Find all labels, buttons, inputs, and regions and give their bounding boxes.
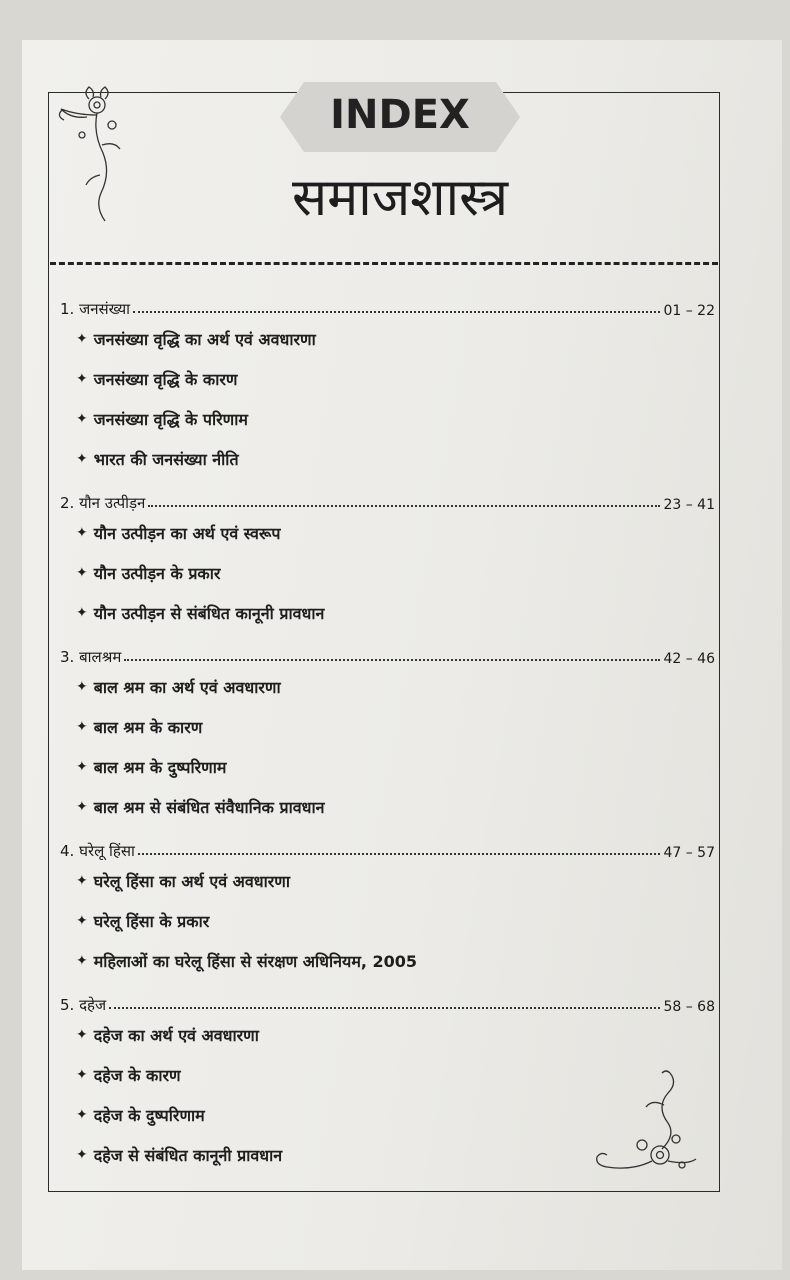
star-bullet-icon: ✦	[76, 759, 88, 775]
topic-item	[60, 1055, 715, 1095]
chapter-title: 1. जनसंख्या	[60, 300, 131, 318]
topic-label: दहेज के दुष्परिणाम	[93, 1106, 205, 1125]
chapter-page-range: 47 – 57	[663, 845, 715, 861]
chapter-page-range: 01 – 22	[663, 303, 715, 319]
dot-leader	[109, 1007, 660, 1009]
topic-item	[60, 593, 715, 633]
star-bullet-icon: ✦	[76, 1147, 88, 1163]
topic-label: बाल श्रम का अर्थ एवं अवधारणा	[93, 678, 281, 697]
topic-item	[60, 941, 715, 981]
star-bullet-icon: ✦	[76, 565, 88, 581]
topic-item	[60, 787, 715, 827]
topic-label: दहेज के कारण	[93, 1066, 181, 1085]
dot-leader	[124, 659, 660, 661]
topic-label: जनसंख्या वृद्धि के परिणाम	[93, 410, 248, 429]
chapter-title: 3. बालश्रम	[60, 648, 122, 666]
star-bullet-icon: ✦	[76, 799, 88, 815]
topic-item	[60, 513, 715, 553]
topic-label: भारत की जनसंख्या नीति	[93, 450, 239, 469]
topic-label: बाल श्रम से संबंधित संवैधानिक प्रावधान	[93, 798, 325, 817]
chapter-title: 2. यौन उत्पीड़न	[60, 494, 146, 512]
dot-leader	[148, 505, 660, 507]
dot-leader	[133, 311, 660, 313]
chapter-row	[60, 479, 715, 513]
topic-item	[60, 359, 715, 399]
topic-item	[60, 319, 715, 359]
star-bullet-icon: ✦	[76, 953, 88, 969]
star-bullet-icon: ✦	[76, 371, 88, 387]
index-heading: INDEX	[330, 92, 470, 138]
topic-label: बाल श्रम के कारण	[93, 718, 203, 737]
chapter-row	[60, 633, 715, 667]
star-bullet-icon: ✦	[76, 873, 88, 889]
topic-label: घरेलू हिंसा के प्रकार	[93, 912, 210, 931]
topic-label: जनसंख्या वृद्धि के कारण	[93, 370, 238, 389]
subject-title: समाजशास्त्र	[291, 168, 509, 228]
chapter-page-range: 42 – 46	[663, 651, 715, 667]
topic-label: यौन उत्पीड़न के प्रकार	[93, 564, 221, 583]
chapter-title: 4. घरेलू हिंसा	[60, 842, 135, 860]
star-bullet-icon: ✦	[76, 331, 88, 347]
dot-leader	[138, 853, 661, 855]
star-bullet-icon: ✦	[76, 605, 88, 621]
topic-label: दहेज से संबंधित कानूनी प्रावधान	[93, 1146, 283, 1165]
star-bullet-icon: ✦	[76, 719, 88, 735]
chapter-row	[60, 827, 715, 861]
dashed-divider	[50, 262, 718, 265]
topic-item	[60, 667, 715, 707]
topic-label: महिलाओं का घरेलू हिंसा से संरक्षण अधिनियम, 2005	[93, 952, 418, 971]
topic-label: दहेज का अर्थ एवं अवधारणा	[93, 1026, 259, 1045]
topic-label: घरेलू हिंसा का अर्थ एवं अवधारणा	[93, 872, 291, 891]
topic-item	[60, 707, 715, 747]
star-bullet-icon: ✦	[76, 1067, 88, 1083]
table-of-contents	[60, 285, 715, 1175]
chapter-title: 5. दहेज	[60, 996, 107, 1014]
floral-ornament-icon	[52, 85, 142, 225]
star-bullet-icon: ✦	[76, 913, 88, 929]
topic-label: यौन उत्पीड़न का अर्थ एवं स्वरूप	[93, 524, 281, 543]
topic-label: यौन उत्पीड़न से संबंधित कानूनी प्रावधान	[93, 604, 325, 623]
chapter-page-range: 23 – 41	[663, 497, 715, 513]
chapter-row	[60, 981, 715, 1015]
star-bullet-icon: ✦	[76, 1027, 88, 1043]
star-bullet-icon: ✦	[76, 525, 88, 541]
topic-item	[60, 399, 715, 439]
topic-item	[60, 553, 715, 593]
topic-item	[60, 1095, 715, 1135]
topic-label: जनसंख्या वृद्धि का अर्थ एवं अवधारणा	[93, 330, 316, 349]
topic-item	[60, 1135, 715, 1175]
topic-item	[60, 1015, 715, 1055]
chapter-row	[60, 285, 715, 319]
topic-item	[60, 901, 715, 941]
star-bullet-icon: ✦	[76, 411, 88, 427]
star-bullet-icon: ✦	[76, 451, 88, 467]
topic-item	[60, 439, 715, 479]
topic-item	[60, 861, 715, 901]
topic-label: बाल श्रम के दुष्परिणाम	[93, 758, 227, 777]
star-bullet-icon: ✦	[76, 679, 88, 695]
star-bullet-icon: ✦	[76, 1107, 88, 1123]
chapter-page-range: 58 – 68	[663, 999, 715, 1015]
topic-item	[60, 747, 715, 787]
